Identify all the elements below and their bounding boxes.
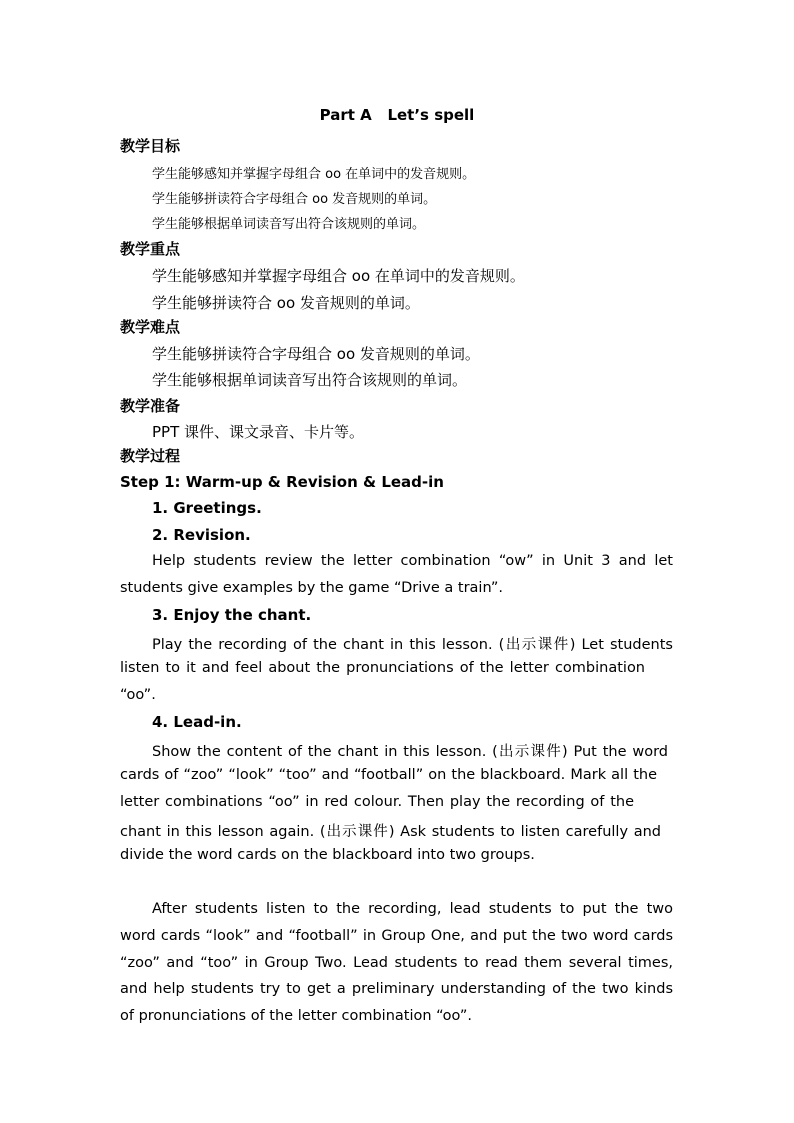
- step-lead-in: 4. Lead-in.: [152, 713, 242, 731]
- chant-text: listen to it and feel about the pronunciations of the letter combination: [120, 660, 645, 676]
- revision-text: Help students review the letter combination “ow” in Unit 3 and let: [152, 553, 673, 569]
- objectives-heading: 教学目标: [120, 137, 181, 155]
- step-chant: 3. Enjoy the chant.: [152, 606, 312, 624]
- page-title: Part A Let’s spell: [319, 106, 475, 124]
- process-heading: 教学过程: [120, 447, 181, 465]
- preparation-heading: 教学准备: [120, 397, 181, 415]
- chant-text: “oo”.: [120, 687, 156, 703]
- objective-item: 学生能够感知并掌握字母组合 oo 在单词中的发音规则。: [152, 167, 476, 182]
- paragraph-text: word cards “look” and “football” in Group One, and put the two word cards: [120, 928, 673, 944]
- paragraph-text: “zoo” and “too” in Group Two. Lead students to read them several times,: [120, 955, 673, 971]
- objective-item: 学生能够拼读符合字母组合 oo 发音规则的单词。: [152, 192, 437, 207]
- key-point-item: 学生能够拼读符合 oo 发音规则的单词。: [152, 294, 420, 312]
- lead-in-text: cards of “zoo” “look” “too” and “football” on the blackboard. Mark all the: [120, 767, 657, 783]
- difficulties-heading: 教学难点: [120, 318, 181, 336]
- paragraph-text: After students listen to the recording, lead students to put the two: [152, 901, 673, 917]
- lead-in-text: chant in this lesson again. (出示课件) Ask students to listen carefully and: [120, 824, 661, 840]
- difficulty-item: 学生能够根据单词读音写出符合该规则的单词。: [152, 371, 468, 389]
- lead-in-text: letter combinations “oo” in red colour. Then play the recording of the: [120, 794, 634, 810]
- preparation-text: PPT 课件、课文录音、卡片等。: [152, 423, 365, 441]
- paragraph-text: of pronunciations of the letter combination “oo”.: [120, 1008, 472, 1024]
- lead-in-text: divide the word cards on the blackboard into two groups.: [120, 847, 535, 863]
- difficulty-item: 学生能够拼读符合字母组合 oo 发音规则的单词。: [152, 345, 480, 363]
- key-point-item: 学生能够感知并掌握字母组合 oo 在单词中的发音规则。: [152, 267, 525, 285]
- step-greetings: 1. Greetings.: [152, 499, 262, 517]
- objective-item: 学生能够根据单词读音写出符合该规则的单词。: [152, 217, 426, 232]
- step-revision: 2. Revision.: [152, 526, 251, 544]
- chant-text: Play the recording of the chant in this lesson. (出示课件) Let students: [152, 637, 673, 653]
- step1-heading: Step 1: Warm-up & Revision & Lead-in: [120, 473, 444, 491]
- lead-in-text: Show the content of the chant in this lesson. (出示课件) Put the word: [152, 744, 668, 760]
- key-points-heading: 教学重点: [120, 240, 181, 258]
- revision-text: students give examples by the game “Drive a train”.: [120, 580, 503, 596]
- paragraph-text: and help students try to get a preliminary understanding of the two kinds: [120, 981, 673, 997]
